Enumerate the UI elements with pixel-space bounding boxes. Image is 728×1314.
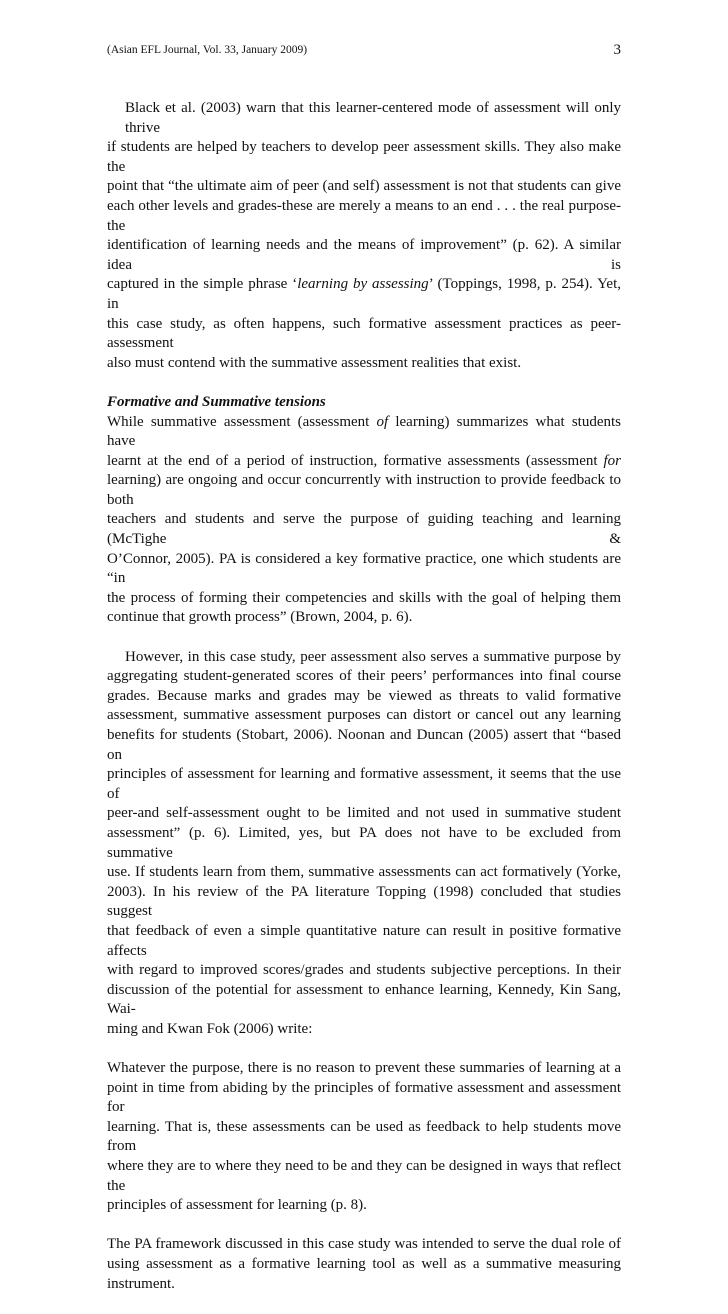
text-line: identification of learning needs and the means of improvement” (p. 62). A similar idea is [107,237,621,273]
paragraph-1 [107,99,621,373]
text-line: grades. Because marks and grades may be viewed as threats to valid formative [107,687,621,704]
italic-word: of [376,413,389,430]
text-line: teachers and students and serve the purpose of guiding teaching and learning (McTighe & [107,511,621,548]
text-line: While summative assessment (assessment of learning) summarizes what students have [107,413,621,450]
text-line: with regard to improved scores/grades and students subjective perceptions. In their [107,962,621,979]
text-line: 2003). In his review of the PA literature Topping (1998) concluded that studies suggest [107,883,621,920]
text-line: instrument. [107,1275,175,1292]
block-quote [107,1059,621,1216]
text-line: that feedback of even a simple quantitative nature can result in positive formative affects [107,922,621,959]
text-line: peer-and self-assessment ought to be limited and not used in summative student [107,805,621,822]
page-number: 3 [613,42,621,58]
paragraph-3 [107,648,621,1040]
text-line: discussion of the potential for assessment to enhance learning, Kennedy, Kin Sang, Wai- [107,981,621,1018]
paragraph-4 [107,1235,621,1294]
text-line: point in time from abiding by the principles of formative assessment and assessment for [107,1079,621,1116]
text-line: using assessment as a formative learning tool as well as a summative measuring [107,1256,621,1273]
text-line: ming and Kwan Fok (2006) write: [107,1020,313,1037]
body-text [107,99,621,1314]
text-line: aggregating student-generated scores of their peers’ performances into final course [107,668,621,685]
text-line: assessment, summative assessment purposes can distort or cancel out any learning [107,707,621,724]
text-line: Whatever the purpose, there is no reason to prevent these summaries of learning at a [107,1060,621,1077]
text-line: if students are helped by teachers to develop peer assessment skills. They also make the [107,139,621,175]
text-line: captured in the simple phrase ‘learning by assessing’ (Toppings, 1998, p. 254). Yet, in [107,276,621,312]
text-line: O’Connor, 2005). PA is considered a key formative practice, one which students are “in [107,550,621,587]
text-line: learning) are ongoing and occur concurrently with instruction to provide feedback to both [107,472,621,508]
text-line: principles of assessment for learning (p. 8). [107,1197,367,1214]
text-line: Black et al. (2003) warn that this learner-centered mode of assessment will only thrive [125,100,621,136]
text-line: However, in this case study, peer assessment also serves a summative purpose by [125,648,621,665]
italic-word: for [603,452,621,469]
text-line: where they are to where they need to be and they can be designed in ways that reflect the [107,1158,621,1194]
text-line: learnt at the end of a period of instruction, formative assessments (assessment for [107,452,621,469]
text-line: also must contend with the summative assessment realities that exist. [107,354,522,371]
text-line: learning. That is, these assessments can be used as feedback to help students move from [107,1118,621,1155]
text-line: each other levels and grades-these are merely a means to an end . . . the real purpose-the [107,197,621,234]
italic-phrase: learning by assessing [297,276,429,293]
paragraph-2 [107,393,621,628]
text-line: principles of assessment for learning and formative assessment, it seems that the use of [107,766,621,802]
text-line: use. If students learn from them, summative assessments can act formatively (Yorke, [107,864,621,881]
text-line: benefits for students (Stobart, 2006). Noonan and Duncan (2005) assert that “based on [107,727,621,763]
text-line: continue that growth process” (Brown, 2004, p. 6). [107,609,413,626]
text-line: the process of forming their competencies and skills with the goal of helping them [107,589,621,606]
text-line: this case study, as often happens, such formative assessment practices as peer-assessment [107,315,621,352]
journal-citation: (Asian EFL Journal, Vol. 33, January 2009) [107,44,308,56]
section-heading: Formative and Summative tensions [107,393,326,410]
text-line: assessment” (p. 6). Limited, yes, but PA does not have to be excluded from summative [107,824,621,861]
text-line: point that “the ultimate aim of peer (and self) assessment is not that students can give [107,178,621,195]
running-header [107,42,621,62]
text-line: The PA framework discussed in this case study was intended to serve the dual role of [107,1236,621,1253]
